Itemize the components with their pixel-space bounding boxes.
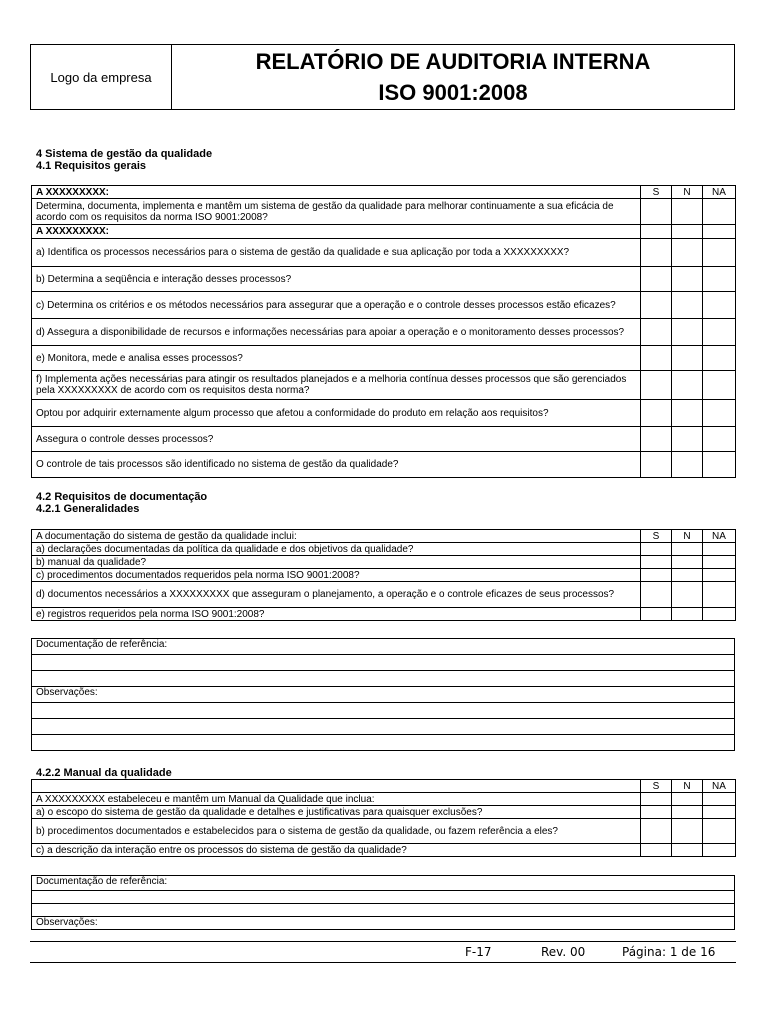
answer-cell-n[interactable] (672, 569, 703, 582)
answer-cell-s[interactable] (641, 267, 672, 292)
answer-cell-na[interactable] (703, 199, 736, 225)
table-row (32, 239, 736, 267)
observations-label: Observações: (32, 917, 735, 930)
answer-cell-s[interactable] (641, 239, 672, 267)
question-text: d) documentos necessários a XXXXXXXXX que asseguram o planejamento, a operação e o controle eficazes de seus processos? (32, 582, 641, 608)
answer-cell-n[interactable] (672, 346, 703, 371)
answer-cell-s[interactable] (641, 793, 672, 806)
answer-cell-na[interactable] (703, 819, 736, 844)
table-row (32, 608, 736, 621)
answer-cell-n[interactable] (672, 225, 703, 239)
question-text: Assegura o controle desses processos? (32, 427, 641, 452)
reference-notes-table-4-2-2 (31, 875, 735, 930)
answer-cell-s[interactable] (641, 427, 672, 452)
page-number: Página: 1 de 16 (622, 945, 716, 959)
col-header-na: NA (703, 780, 736, 793)
table-row (32, 452, 736, 478)
answer-cell-s[interactable] (641, 844, 672, 857)
row-label: A documentação do sistema de gestão da qualidade inclui: (32, 530, 641, 543)
answer-cell-na[interactable] (703, 844, 736, 857)
table-row (32, 844, 736, 857)
answer-cell-s[interactable] (641, 346, 672, 371)
col-header-na: NA (703, 186, 736, 199)
answer-cell-n[interactable] (672, 400, 703, 427)
answer-cell-s[interactable] (641, 292, 672, 319)
question-text: Determina, documenta, implementa e mantêm um sistema de gestão da qualidade para melhorar continuamente a sua eficácia de acordo com os requisitos da norma ISO 9001:2008? (32, 199, 641, 225)
table-row (32, 582, 736, 608)
answer-cell-na[interactable] (703, 292, 736, 319)
answer-cell-s[interactable] (641, 582, 672, 608)
table-row (32, 819, 736, 844)
question-text: f) Implementa ações necessárias para atingir os resultados planejados e a melhoria contínua desses processos que são gerenciados pela XXXXXXXXX de acordo com os requisitos desta norma? (32, 371, 641, 400)
section-4-1-title: 4.1 Requisitos gerais (36, 160, 147, 172)
question-text: e) Monitora, mede e analisa esses processos? (32, 346, 641, 371)
question-text: b) procedimentos documentados e estabelecidos para o sistema de gestão da qualidade, ou fazem referência a eles? (32, 819, 641, 844)
answer-cell-na[interactable] (703, 793, 736, 806)
answer-cell-na[interactable] (703, 225, 736, 239)
col-header-n: N (672, 530, 703, 543)
answer-cell-na[interactable] (703, 400, 736, 427)
answer-cell-na[interactable] (703, 346, 736, 371)
observations-field[interactable] (32, 703, 735, 719)
blank-header-cell (32, 780, 641, 793)
table-row (32, 793, 736, 806)
question-text: d) Assegura a disponibilidade de recursos e informações necessárias para apoiar a operação e o monitoramento desses processos? (32, 319, 641, 346)
answer-cell-s[interactable] (641, 569, 672, 582)
col-header-na: NA (703, 530, 736, 543)
checklist-table-4-1 (31, 185, 736, 478)
col-header-s: S (641, 186, 672, 199)
answer-cell-s[interactable] (641, 556, 672, 569)
observations-field[interactable] (32, 719, 735, 735)
table-row (32, 267, 736, 292)
table-row (32, 346, 736, 371)
question-text: a) declarações documentadas da política da qualidade e dos objetivos da qualidade? (32, 543, 641, 556)
answer-cell-s[interactable] (641, 543, 672, 556)
col-header-s: S (641, 530, 672, 543)
answer-cell-s[interactable] (641, 225, 672, 239)
row-label: A XXXXXXXXX estabeleceu e mantêm um Manual da Qualidade que inclua: (32, 793, 641, 806)
table-row (32, 780, 736, 793)
answer-cell-n[interactable] (672, 319, 703, 346)
report-title-line2: ISO 9001:2008 (378, 80, 528, 105)
reference-label: Documentação de referência: (32, 876, 735, 891)
question-text: b) Determina a seqüência e interação desses processos? (32, 267, 641, 292)
answer-cell-s[interactable] (641, 319, 672, 346)
reference-field[interactable] (32, 671, 735, 687)
table-row (32, 427, 736, 452)
answer-cell-s[interactable] (641, 400, 672, 427)
section-4-title: 4 Sistema de gestão da qualidade (36, 148, 213, 160)
answer-cell-na[interactable] (703, 556, 736, 569)
answer-cell-s[interactable] (641, 452, 672, 478)
col-header-n: N (672, 186, 703, 199)
answer-cell-n[interactable] (672, 793, 703, 806)
answer-cell-n[interactable] (672, 543, 703, 556)
answer-cell-s[interactable] (641, 608, 672, 621)
table-row (32, 319, 736, 346)
answer-cell-n[interactable] (672, 844, 703, 857)
checklist-table-4-2-1 (31, 529, 736, 621)
revision-number: Rev. 00 (541, 945, 586, 959)
table-row (32, 400, 736, 427)
answer-cell-na[interactable] (703, 239, 736, 267)
question-text: a) Identifica os processos necessários para o sistema de gestão da qualidade e sua aplicação por toda a XXXXXXXXX? (32, 239, 641, 267)
answer-cell-n[interactable] (672, 608, 703, 621)
reference-field[interactable] (32, 904, 735, 917)
answer-cell-s[interactable] (641, 199, 672, 225)
table-row (32, 543, 736, 556)
table-row (32, 530, 736, 543)
answer-cell-na[interactable] (703, 371, 736, 400)
answer-cell-s[interactable] (641, 371, 672, 400)
report-title-line1: RELATÓRIO DE AUDITORIA INTERNA (255, 49, 651, 74)
answer-cell-n[interactable] (672, 371, 703, 400)
table-row (32, 569, 736, 582)
question-text: e) registros requeridos pela norma ISO 9001:2008? (32, 608, 641, 621)
form-code: F-17 (465, 945, 492, 959)
question-text: c) Determina os critérios e os métodos necessários para assegurar que a operação e o controle desses processos estão eficazes? (32, 292, 641, 319)
answer-cell-na[interactable] (703, 806, 736, 819)
answer-cell-na[interactable] (703, 569, 736, 582)
answer-cell-na[interactable] (703, 608, 736, 621)
answer-cell-na[interactable] (703, 319, 736, 346)
answer-cell-n[interactable] (672, 819, 703, 844)
table-row (32, 371, 736, 400)
answer-cell-n[interactable] (672, 556, 703, 569)
observations-field[interactable] (32, 735, 735, 751)
row-label: A XXXXXXXXX: (32, 186, 641, 199)
table-row (32, 806, 736, 819)
page-footer (30, 941, 736, 963)
row-label: A XXXXXXXXX: (32, 225, 641, 239)
answer-cell-na[interactable] (703, 452, 736, 478)
reference-field[interactable] (32, 891, 735, 904)
answer-cell-s[interactable] (641, 806, 672, 819)
answer-cell-s[interactable] (641, 819, 672, 844)
answer-cell-na[interactable] (703, 582, 736, 608)
answer-cell-n[interactable] (672, 452, 703, 478)
section-4-2-1-title: 4.2.1 Generalidades (36, 503, 140, 515)
table-row (32, 292, 736, 319)
report-title (172, 45, 734, 109)
table-row (32, 225, 736, 239)
question-text: b) manual da qualidade? (32, 556, 641, 569)
answer-cell-na[interactable] (703, 267, 736, 292)
table-row (32, 556, 736, 569)
answer-cell-n[interactable] (672, 267, 703, 292)
answer-cell-n[interactable] (672, 199, 703, 225)
question-text: Optou por adquirir externamente algum processo que afetou a conformidade do produto em relação aos requisitos? (32, 400, 641, 427)
company-logo-placeholder: Logo da empresa (31, 45, 172, 109)
section-4-2-2-title: 4.2.2 Manual da qualidade (36, 767, 172, 779)
observations-label: Observações: (32, 687, 735, 703)
question-text: c) procedimentos documentados requeridos pela norma ISO 9001:2008? (32, 569, 641, 582)
section-4-2-title: 4.2 Requisitos de documentação (36, 491, 208, 503)
question-text: a) o escopo do sistema de gestão da qualidade e detalhes e justificativas para quaisquer exclusões? (32, 806, 641, 819)
col-header-n: N (672, 780, 703, 793)
answer-cell-na[interactable] (703, 543, 736, 556)
question-text: O controle de tais processos são identificado no sistema de gestão da qualidade? (32, 452, 641, 478)
table-row (32, 199, 736, 225)
reference-notes-table-4-2-1 (31, 638, 735, 751)
answer-cell-n[interactable] (672, 427, 703, 452)
reference-label: Documentação de referência: (32, 639, 735, 655)
col-header-s: S (641, 780, 672, 793)
answer-cell-na[interactable] (703, 427, 736, 452)
table-row (32, 186, 736, 199)
report-header (30, 44, 735, 110)
checklist-table-4-2-2 (31, 779, 736, 857)
answer-cell-n[interactable] (672, 292, 703, 319)
question-text: c) a descrição da interação entre os processos do sistema de gestão da qualidade? (32, 844, 641, 857)
answer-cell-n[interactable] (672, 806, 703, 819)
answer-cell-n[interactable] (672, 582, 703, 608)
reference-field[interactable] (32, 655, 735, 671)
answer-cell-n[interactable] (672, 239, 703, 267)
